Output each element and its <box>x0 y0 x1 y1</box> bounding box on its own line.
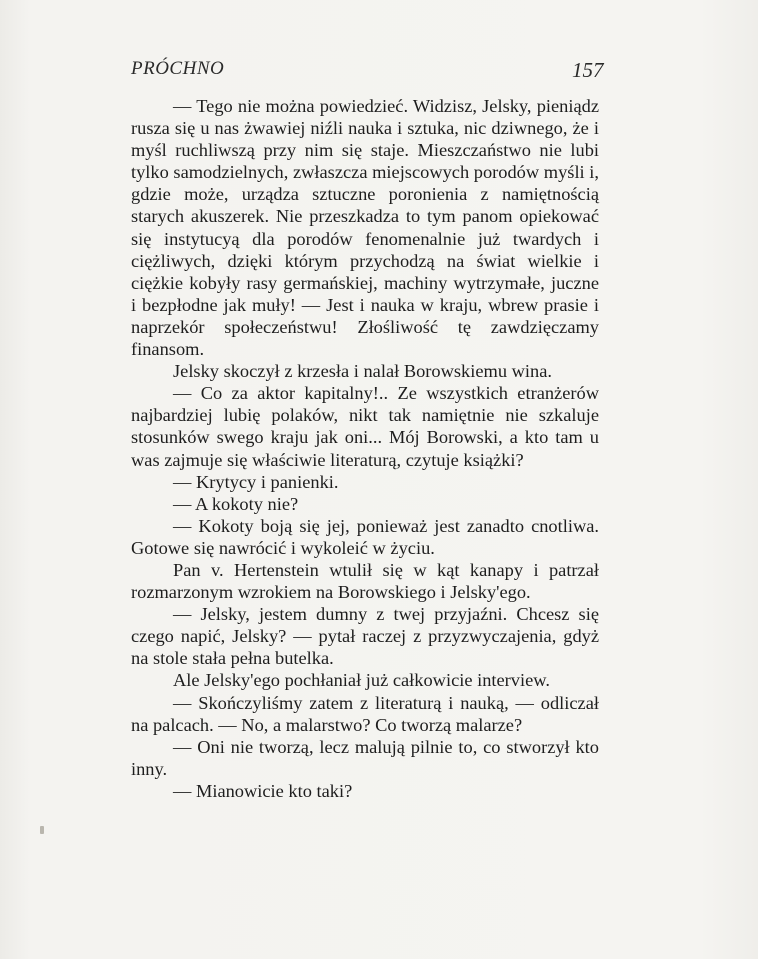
paragraph: Pan v. Hertenstein wtulił się w kąt kanapy i patrzał rozmarzonym wzrokiem na Borowskiego i Jelsky'ego. <box>131 559 599 603</box>
paper-speck <box>40 826 44 834</box>
paragraph: — Jelsky, jestem dumny z twej przyjaźni. Chcesz się czego napić, Jelsky? — pytał raczej z przyzwyczajenia, gdyż na stole stała pełna butelka. <box>131 604 599 669</box>
paragraph: — Mianowicie kto taki? <box>173 780 353 801</box>
paragraph: — A kokoty nie? <box>173 493 299 514</box>
paragraph: — Krytycy i panienki. <box>173 471 339 492</box>
paragraph: — Skończyliśmy zatem z literaturą i nauką, — odliczał na palcach. — No, a malarstwo? Co tworzą malarze? <box>131 692 599 735</box>
body-text <box>131 95 599 802</box>
paragraph: — Kokoty boją się jej, ponieważ jest zanadto cnotliwa. Gotowe się nawrócić i wykoleić w życiu. <box>131 515 599 558</box>
paragraph: Jelsky skoczył z krzesła i nalał Borowskiemu wina. <box>173 361 552 382</box>
paragraph: — Oni nie tworzą, lecz malują pilnie to, co stworzył kto inny. <box>131 736 599 779</box>
paragraph: Ale Jelsky'ego pochłaniał już całkowicie interview. <box>173 670 550 691</box>
page-number: 157 <box>572 58 604 82</box>
paragraph: — Co za aktor kapitalny!.. Ze wszystkich etranżerów najbardziej lubię polaków, nikt tak namiętnie nie szkaluje stosunków swego kraju jak oni... Mój Borowski, a kto tam u was zajmuje się właściwie literaturą, czytuje książki? <box>131 383 599 470</box>
paragraph: — Tego nie można powiedzieć. Widzisz, Jelsky, pieniądz rusza się u nas żwawiej niźli nauka i sztuka, nic dziwnego, że i myśl ruchliwszą przy nim się staje. Mieszczaństwo nie lubi tylko samodzielnych, zwłaszcza miejscowych porodów myśli i, gdzie może, urządza sztuczne poronienia z namiętnością starych akuszerek. Nie przeszkadza to tym panom opiekować się instytucyą dla porodów fenomenalnie już twardych i ciężliwych, dzięki którym przychodzą na świat wielkie i ciężkie kobyły rasy germańskiej, machiny wytrzymałe, juczne i bezpłodne jak muły! — Jest i nauka w kraju, wbrew prasie i naprzekór społeczeństwu! Złośliwość tę zawdzięczamy finansom. <box>131 96 599 360</box>
running-head: PRÓCHNO <box>131 58 225 79</box>
